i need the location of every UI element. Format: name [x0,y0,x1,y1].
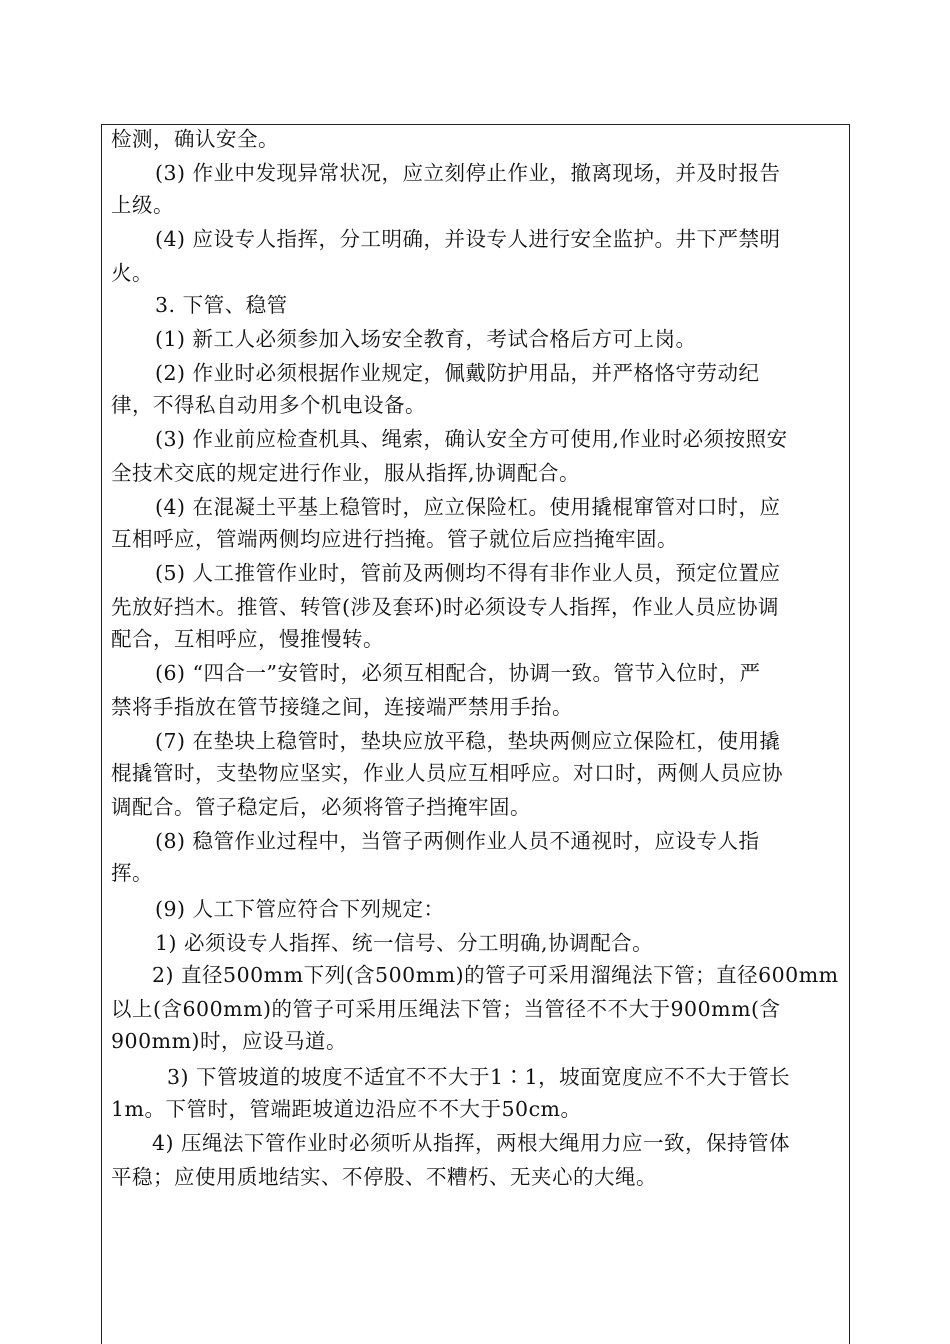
text-line: 挥。 [111,861,153,885]
text-line: 900mm)时，应设马道。 [111,1029,348,1053]
text-line: (4) 应设专人指挥，分工明确，并设专人进行安全监护。井下严禁明 [155,227,781,251]
text-line: 全技术交底的规定进行作业，服从指挥,协调配合。 [111,461,581,485]
text-line: (3) 作业中发现异常状况，应立刻停止作业，撤离现场，并及时报告 [155,161,781,185]
text-line: (8) 稳管作业过程中，当管子两侧作业人员不通视时，应设专人指 [155,829,760,853]
text-line: 4) 压绳法下管作业时必须听从指挥，两根大绳用力应一致，保持管体 [152,1131,791,1155]
section-heading: 3. 下管、稳管 [155,293,288,317]
text-line: (3) 作业前应检查机具、绳索，确认安全方可使用,作业时必须按照安 [155,427,788,451]
text-line: (9) 人工下管应符合下列规定： [155,897,445,921]
text-line: 检测，确认安全。 [111,127,279,151]
text-line: 禁将手指放在管节接缝之间，连接端严禁用手抬。 [111,695,573,719]
text-line: 1) 必须设专人指挥、统一信号、分工明确,协调配合。 [155,931,654,955]
text-line: 1m。下管时，管端距坡道边沿应不不大于50cm。 [111,1097,582,1121]
text-line: (1) 新工人必须参加入场安全教育，考试合格后方可上岗。 [155,327,697,351]
text-line: 先放好挡木。推管、转管(涉及套环)时必须设专人指挥，作业人员应协调 [111,595,779,619]
text-line: (7) 在垫块上稳管时，垫块应放平稳，垫块两侧应立保险杠，使用撬 [155,729,781,753]
text-line: 平稳；应使用质地结实、不停股、不糟朽、无夹心的大绳。 [111,1165,657,1189]
text-line: 以上(含600mm)的管子可采用压绳法下管；当管径不不大于900mm(含 [111,997,781,1021]
document-table-cell [101,124,850,1344]
text-line: (2) 作业时必须根据作业规定，佩戴防护用品，并严格恪守劳动纪 [155,361,760,385]
text-line: 棍撬管时，支垫物应坚实，作业人员应互相呼应。对口时，两侧人员应协 [111,761,783,785]
text-line: 调配合。管子稳定后，必须将管子挡掩牢固。 [111,795,531,819]
text-line: 2) 直径500mm下列(含500mm)的管子可采用溜绳法下管；直径600mm [152,963,839,987]
text-line: (5) 人工推管作业时，管前及两侧均不得有非作业人员，预定位置应 [155,561,781,585]
text-line: 火。 [111,261,153,285]
text-line: 配合，互相呼应，慢推慢转。 [111,627,384,651]
text-line: (4) 在混凝土平基上稳管时，应立保险杠。使用撬棍窜管对口时，应 [155,495,781,519]
text-line: 3) 下管坡道的坡度不适宜不不大于1∶1，坡面宽度应不不大于管长 [167,1065,791,1089]
text-line: (6) “四合一”安管时，必须互相配合，协调一致。管节入位时，严 [155,661,761,685]
text-line: 互相呼应，管端两侧均应进行挡掩。管子就位后应挡掩牢固。 [111,527,678,551]
text-line: 上级。 [111,193,174,217]
text-line: 律，不得私自动用多个机电设备。 [111,393,426,417]
